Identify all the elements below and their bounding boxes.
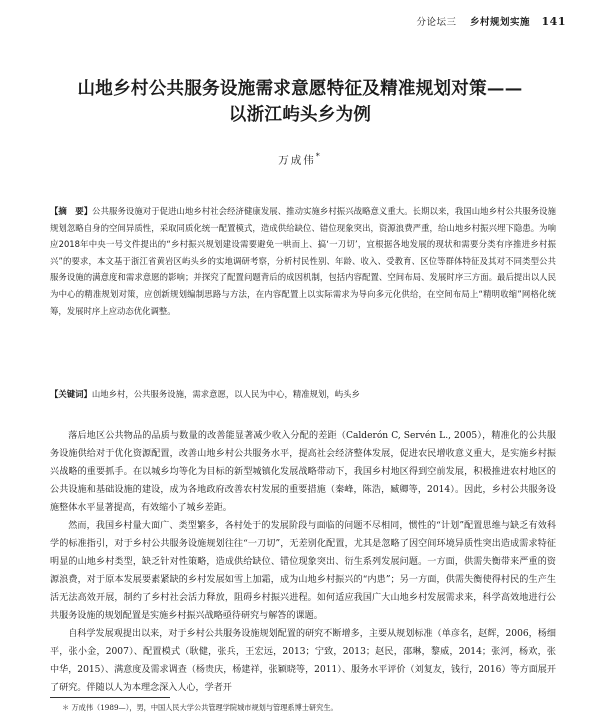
body-paragraph-1: 落后地区公共物品的品质与数量的改善能显著减少收入分配的差距（Calderón C, Servén L., 2005），精准化的公共服务设施供给对于优化资源配置，改善山地乡村公共服务水平，提高社会经济整体发展，促进农民增收意义重大，是实施乡村振兴战略的重要抓手。在以城乡均等化为目标的新型城镇化发展战略带动下，我国乡村地区得到空前发展，积极推进农村地区的公共设施和基础设施的建设，成为各地政府改善农村发展的重要措施（秦峰，陈浩，臧卿等，2014）。因此，乡村公共服务设施整体水平显著提高，有效缩小了城乡差距。	[50, 431, 556, 513]
title-line-2: 以浙江屿头乡为例	[228, 105, 372, 125]
abstract	[50, 203, 556, 319]
abstract-label: 【摘 要】	[50, 206, 93, 216]
abstract-text: 公共服务设施对于促进山地乡村社会经济健康发展、推动实施乡村振兴战略意义重大。长期以来，我国山地乡村公共服务设施规划忽略自身的空间异质性，采取同质化统一配置模式，造成供给缺位、错位现象突出，资源浪费严重，给山地乡村振兴埋下隐患。为响应2018年中央一号文件提出的“乡村振兴规划建设需要避免一哄而上、搞‘一刀切’，宜根据各地发展的现状和需要分类有序推进乡村振兴”的要求，本文基于浙江省黄岩区屿头乡的实地调研考察，分析村民性别、年龄、收入、受教育、区位等群体特征及其对不同类型公共服务设施的满意度和需求意愿的影响；并探究了配置问题背后的成因机制，包括内容配置、空间布局、发展时序三方面。最后提出以人民为中心的精准规划对策，应创新规划编制思路与方法，在内容配置上以实际需求为导向多元化供给，在空间布局上“精明收缩”网格化统筹，发展时序上应动态优化调整。	[50, 206, 556, 316]
author-footnote-mark: *	[315, 152, 322, 161]
keywords	[50, 386, 556, 402]
author-line	[0, 152, 600, 168]
body-paragraph-3: 自科学发展观提出以来，对于乡村公共服务设施规划配置的研究不断增多，主要从规划标准（单彦名，赵辉，2006，杨细平，张小金，2007）、配置模式（耿健，张兵，王宏远，2013；宁致，2013；赵民，邵琳，黎威，2014；张河，杨欢，张中华，2015）、满意度及需求调查（杨贵庆，杨建祥，张颖晓等，2011）、服务水平评价（刘复友，钱行，2016）等方面展开了研究。伴随以人为本理念深入人心，学者开	[50, 629, 556, 693]
header-journal: 乡村规划实施	[469, 17, 530, 28]
page-title	[40, 76, 560, 128]
body-paragraph-2: 然而，我国乡村量大面广、类型繁多，各村处于的发展阶段与面临的问题不尽相同，惯性的“计划”配置思维与缺乏有效科学的标准指引，对于乡村公共服务设施规划往往“一刀切”，无差别化配置，尤其是忽略了因空间环境异质性突出造成需求特征明显的山地乡村类型，缺乏针对性策略，造成供给缺位、错位现象突出、衍生系列发展问题。一方面，供需失衡带来严重的资源浪费，对于原本发展要素紧缺的乡村发展如雪上加霜，成为山地乡村振兴的“内患”；另一方面，供需失衡使得村民的生产生活无法高效开展，制约了乡村社会活力释放，阻碍乡村振兴进程。如何适应我国广大山地乡村发展需求来，科学高效地进行公共服务设施的规划配置是实施乡村振兴战略亟待研究与解答的课题。	[50, 521, 556, 621]
keywords-text: 山地乡村，公共服务设施，需求意愿，以人民为中心，精准规划，屿头乡	[91, 389, 360, 399]
footnote-rule	[50, 697, 170, 698]
header-section: 分论坛三	[416, 17, 457, 28]
body-text	[50, 427, 556, 697]
author-name: 万成伟	[278, 154, 316, 167]
title-line-1: 山地乡村公共服务设施需求意愿特征及精准规划对策——	[77, 79, 523, 99]
footnote: ＊ 万成伟（1989—），男，中国人民大学公共管理学院城市规划与管理系博士研究生。	[62, 703, 338, 712]
keywords-label: 【关键词】	[50, 389, 92, 399]
running-header	[416, 14, 566, 28]
page-number: 141	[541, 15, 566, 28]
